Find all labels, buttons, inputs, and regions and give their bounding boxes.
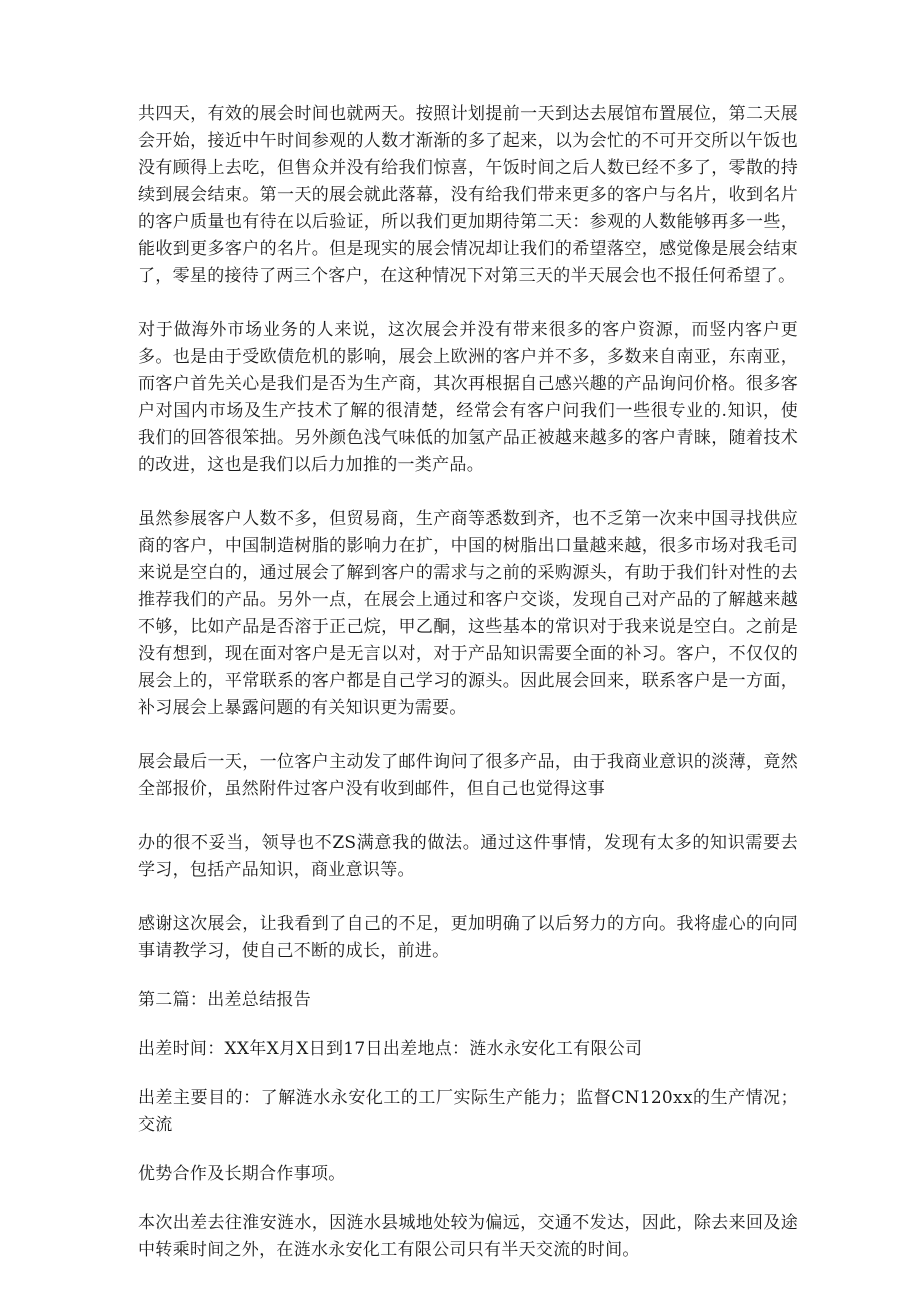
paragraph-exhibitor-customers: 虽然参展客户人数不多，但贸易商，生产商等悉数到齐，也不乏第一次来中国寻找供应商的客户，中国制造树脂的影响力在扩，中国的树脂出口量越来越，很多市场对我毛司来说是空白的，通过展会了解到客户的需求与之前的采购源头，有助于我们针对性的去推荐我们的产品。另外一点，在展会上通过和客户交谈，发现自己对产品的了解越来越不够，比如产品是否溶于正己烷，甲乙酮，这些基本的常识对于我来说是空白。之前是没有想到，现在面对客户是无言以对，对于产品知识需要全面的补习。客户，不仅仅的展会上的，平常联系的客户都是自己学习的源头。因此展会回来，联系客户是一方面，补习展会上暴露问题的有关知识更为需要。 xyxy=(138,509,798,718)
paragraph-lesson: 办的很不妥当，领导也不ZS满意我的做法。通过这件事情，发现有太多的知识需要去学习，包括产品知识，商业意识等。 xyxy=(138,833,798,880)
paragraph-exhibition-days: 共四天，有效的展会时间也就两天。按照计划提前一天到达去展馆布置展位，第二天展会开始，接近中午时间参观的人数才渐渐的多了起来，以为会忙的不可开交所以午饭也没有顾得上去吃，但售众并没有给我们惊喜，午饭时间之后人数已经不多了，零散的持续到展会结束。第一天的展会就此落幕，没有给我们带来更多的客户与名片，收到名片的客户质量也有待在以后验证，所以我们更加期待第二天：参观的人数能够再多一些，能收到更多客户的名片。但是现实的展会情况却让我们的希望落空，感觉像是展会结束了，零星的接待了两三个客户，在这种情况下对第三天的半天展会也不报任何希望了。 xyxy=(138,104,798,286)
document-page xyxy=(138,101,798,1291)
paragraph-thanks: 感谢这次展会，让我看到了自己的不足，更加明确了以后努力的方向。我将虚心的向同事请教学习，使自己不断的成长，前进。 xyxy=(138,914,798,961)
paragraph-trip-description: 本次出差去往淮安涟水，因涟水县城地处较为偏远，交通不发达，因此，除去来回及途中转乘时间之外，在涟水永安化工有限公司只有半天交流的时间。 xyxy=(138,1213,798,1260)
paragraph-last-day: 展会最后一天，一位客户主动发了邮件询问了很多产品，由于我商业意识的淡薄，竟然全部报价，虽然附件过客户没有收到邮件，但自己也觉得这事 xyxy=(138,752,798,799)
trip-purpose-continued: 优势合作及长期合作事项。 xyxy=(138,1164,346,1184)
paragraph-overseas-market: 对于做海外市场业务的人来说，这次展会并没有带来很多的客户资源，而竖内客户更多。也是由于受欧债危机的影响，展会上欧洲的客户并不多，多数来自南亚，东南亚，而客户首先关心是我们是否为生产商，其次再根据自己感兴趣的产品询问价格。很多客户对国内市场及生产技术了解的很清楚，经常会有客户问我们一些很专业的.知识，使我们的回答很笨拙。另外颜色浅气味低的加氢产品正被越来越多的客户青睐，随着技术的改进，这也是我们以后力加推的一类产品。 xyxy=(138,320,798,475)
trip-purpose: 出差主要目的：了解涟水永安化工的工厂实际生产能力；监督CN120xx的生产情况；交流 xyxy=(138,1088,798,1135)
section-title: 第二篇：出差总结报告 xyxy=(138,990,311,1010)
trip-time-location: 出差时间：XX年X月X日到17日出差地点：涟水永安化工有限公司 xyxy=(138,1039,643,1059)
